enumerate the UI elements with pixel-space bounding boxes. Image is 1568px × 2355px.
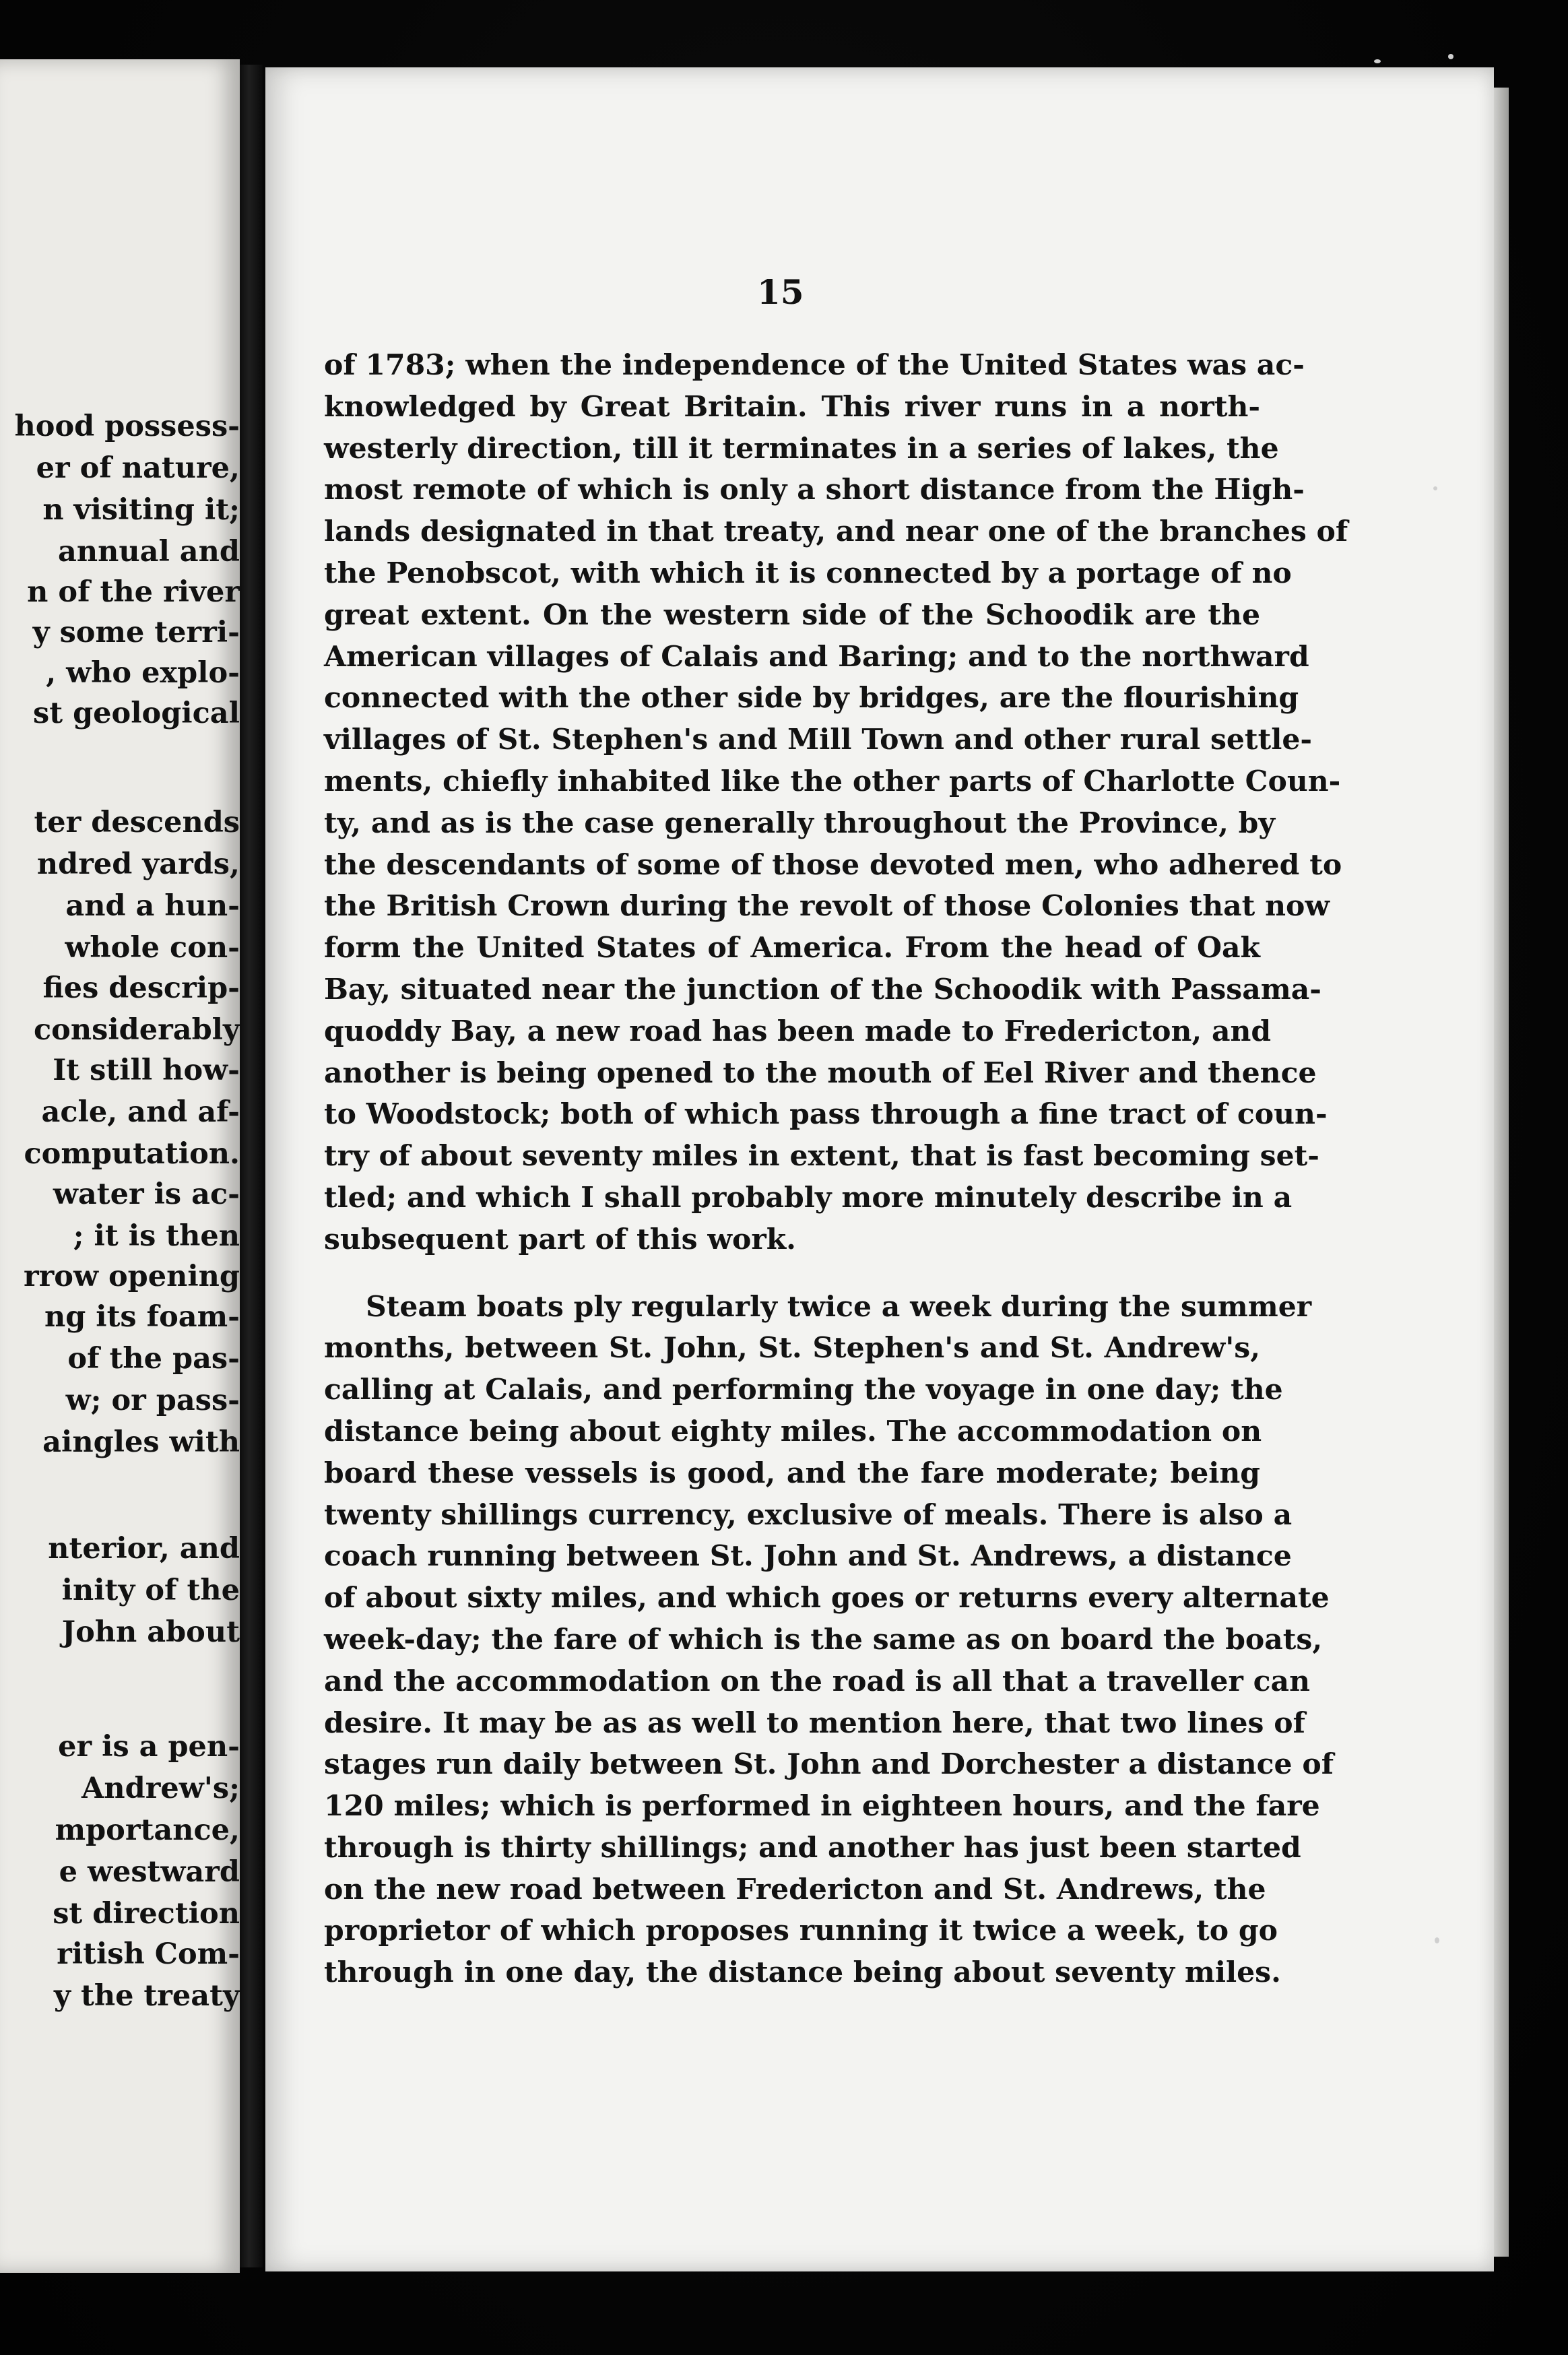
facing-page-line: acle, and af- [41,1095,240,1129]
facing-page-line: of the pas- [67,1342,240,1376]
text-line: on the new road between Fredericton and St. Andrews, the [324,1872,1266,1906]
facing-page-line: and a hun- [65,889,240,923]
text-line: Bay, situated near the junction of the Schoodik with Passama- [324,972,1321,1006]
text-line: quoddy Bay, a new road has been made to Fredericton, and [324,1014,1272,1048]
text-line: most remote of which is only a short distance from the High- [324,473,1305,507]
dust-speck [1448,54,1453,59]
facing-page-line: water is ac- [53,1178,240,1211]
text-line: distance being about eighty miles. The accommodation on [324,1414,1262,1448]
text-line: and the accommodation on the road is all that a traveller can [324,1664,1310,1698]
text-line: to Woodstock; both of which pass through a fine tract of coun- [324,1097,1328,1132]
facing-page-line: er is a pen- [58,1730,240,1764]
facing-page-line: John about [61,1615,240,1649]
text-line: try of about seventy miles in extent, that is fast becoming set- [324,1139,1319,1173]
facing-page-line: ritish Com- [57,1937,240,1971]
facing-page-line: ndred yards, [36,847,240,881]
text-line: westerly direction, till it terminates in a series of lakes, the [324,431,1279,465]
facing-page-line: nterior, and [48,1532,240,1566]
text-line: stages run daily between St. John and Dorchester a distance of [324,1747,1334,1782]
paragraph [324,345,1348,1261]
facing-page-line: inity of the [61,1574,240,1607]
page-number: 15 [757,272,804,312]
text-line: the descendants of some of those devoted men, who adhered to [324,847,1342,882]
text-line: through is thirty shillings; and another has just been started [324,1830,1301,1865]
facing-page-line: e westward [59,1855,240,1889]
text-line: of 1783; when the independence of the United States was ac- [324,348,1305,382]
facing-page-line: y the treaty [54,1979,240,2013]
text-line: form the United States of America. From the head of Oak [324,931,1260,965]
facing-page-line: y some terri- [32,616,240,649]
text-line: the British Crown during the revolt of those Colonies that now [324,889,1330,924]
facing-page-line: computation. [24,1137,240,1171]
facing-page-line: mportance, [55,1813,240,1847]
text-line: coach running between St. John and St. Andrews, a distance [324,1539,1292,1574]
text-line: week-day; the fare of which is the same as on board the boats, [324,1622,1323,1656]
facing-page-line: Andrew's; [81,1772,240,1805]
text-line: Steam boats ply regularly twice a week during the summer [366,1289,1312,1324]
facing-page-line: st geological [33,697,240,730]
text-line: calling at Calais, and performing the voyage in one day; the [324,1373,1283,1407]
facing-page-line: It still how- [53,1054,240,1087]
facing-page-line: , who explo- [46,656,240,690]
text-line: tled; and which I shall probably more minutely describe in a [324,1180,1293,1215]
facing-page-line: n visiting it; [42,493,240,527]
dust-speck [1435,1937,1439,1943]
text-line: desire. It may be as as well to mention here, that two lines of [324,1706,1305,1740]
text-line: great extent. On the western side of the Schoodik are the [324,598,1260,632]
facing-page-line: ng its foam- [44,1300,240,1334]
facing-page-line: w; or pass- [65,1384,240,1417]
facing-page-line: considerably [34,1013,240,1047]
facing-page-line: ; it is then [73,1219,240,1253]
text-line: months, between St. John, St. Stephen's and St. Andrew's, [324,1331,1260,1365]
facing-page-line: fies descrip- [42,971,240,1005]
facing-page-line: st direction [53,1897,240,1931]
text-line: of about sixty miles, and which goes or returns every alternate [324,1581,1330,1615]
facing-page-fragment [0,59,240,2273]
text-line: proprietor of which proposes running it twice a week, to go [324,1914,1278,1948]
text-line: twenty shillings currency, exclusive of meals. There is also a [324,1497,1293,1532]
facing-page-line: annual and [57,535,240,569]
text-line: the Penobscot, with which it is connected by a portage of no [324,556,1292,590]
binding-gutter [240,65,263,2267]
text-line: American villages of Calais and Baring; and to the northward [324,639,1309,674]
facing-page-line: hood possess- [14,410,240,443]
text-line: knowledged by Great Britain. This river runs in a north- [324,389,1260,424]
text-line: subsequent part of this work. [324,1222,796,1256]
text-line: ments, chiefly inhabited like the other parts of Charlotte Coun- [324,764,1341,798]
page-edge [1494,88,1509,2257]
text-line: 120 miles; which is performed in eighteen hours, and the fare [324,1789,1320,1824]
text-line: another is being opened to the mouth of Eel River and thence [324,1056,1317,1090]
text-line: connected with the other side by bridges, are the flourishing [324,681,1299,715]
facing-page-line: whole con- [65,931,240,965]
dust-speck [1433,486,1437,490]
facing-page-line: er of nature, [36,451,240,485]
facing-page-line: ter descends [34,806,240,839]
facing-page-line: n of the river [27,575,240,609]
text-line: through in one day, the distance being about seventy miles. [324,1956,1281,1990]
text-line: ty, and as is the case generally throughout the Province, by [324,806,1276,840]
facing-page-line: rrow opening [23,1260,240,1293]
facing-page-line: aingles with [42,1425,240,1459]
dust-speck [1374,59,1381,63]
body-text [324,345,1348,1994]
paragraph [324,1287,1334,1995]
text-line: board these vessels is good, and the fare moderate; being [324,1456,1260,1490]
text-line: villages of St. Stephen's and Mill Town and other rural settle- [324,723,1313,757]
text-line: lands designated in that treaty, and near one of the branches of [324,515,1348,549]
